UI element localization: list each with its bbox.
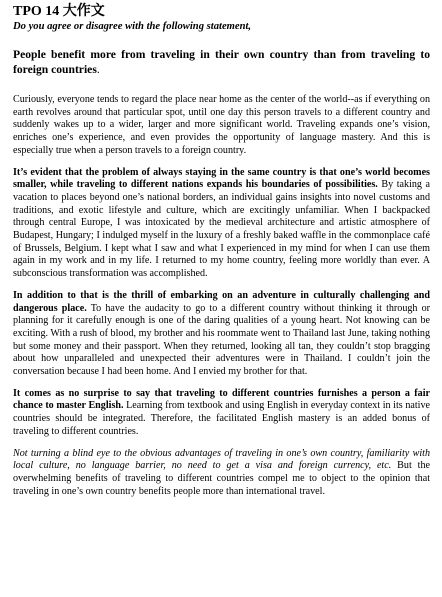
paragraph-body: Curiously, everyone tends to regard the place near home as the center of the world--as if everything on earth revolves around that particular spot, until one day this person travels to a different country and suddenly wakes up to a wider, larger and more significant world. Traveling expands one’s vision, enriches one’s experience, and even provides the opportunity of language mastery. And this is especially true when a person travels to a foreign country. [13, 94, 430, 156]
essay-statement [13, 47, 430, 77]
topic-sentence: It’s evident that the problem of always staying in the same country is that one’s world becomes smaller, while traveling to different nations expands his boundaries of possibilities. [13, 166, 430, 191]
paragraph-point-3 [13, 388, 430, 439]
paragraph-body: By taking a vacation to places beyond one’s national borders, an individual gains insights into novel customs and traditions, and exotic lifestyle and culture, which are excitingly unfamiliar. When I backpacked through central Europe, I was intoxicated by the medieval architecture and artistic atmosphere of Budapest, Hungary; I indulged myself in the luxury of a freshly baked waffle in the commonplace café of Brussels, Belgium. I kept what I saw and what I experienced in my mind for when I can use them again in my work and in my life. I returned to my home country, feeling more worldly than ever. A subconscious transformation was accomplished. [13, 179, 430, 280]
paragraph-body: Learning from textbook and using English in everyday context in its native countries should be integrated. Therefore, the facilitated English mastery is an added bonus of traveling to different countries. [13, 400, 430, 437]
concession-sentence: Not turning a blind eye to the obvious advantages of traveling in one’s own country, familiarity with local culture, no language barrier, no need to get a visa and foreign currency, etc. [13, 447, 430, 472]
paragraph-body: But the overwhelming benefits of traveling to different countries compel me to object to the opinion that traveling in one’s own country benefits people more than international travel. [13, 460, 430, 497]
statement-period: . [96, 63, 100, 76]
paragraph-point-1 [13, 167, 430, 281]
topic-sentence: It comes as no surprise to say that traveling to different countries furnishes a person a fair chance to master English. [13, 387, 430, 412]
page-title: TPO 14 大作文 [13, 4, 105, 19]
paragraph-body: To have the audacity to go to a different country without thinking it through or planning for it carefully enough is one of the daring qualities of a young heart. Not knowing can be exciting. With a rush of blood, my brother and his roommate went to Thailand last June, taking nothing but some money and their passport. When they returned, looking all tan, they couldn’t stop bragging about how unparalleled and unexpected their adventures were in Thailand. I couldn’t join the conversation because I had been home. And I envied my brother for that. [13, 302, 430, 378]
topic-sentence: In addition to that is the thrill of embarking on an adventure in culturally challenging and dangerous place. [13, 289, 430, 314]
statement-text: People benefit more from traveling in their own country than from traveling to foreign countries [13, 48, 430, 76]
paragraph-conclusion [13, 448, 430, 499]
prompt-instruction: Do you agree or disagree with the following statement, [13, 21, 252, 32]
paragraph-intro [13, 94, 430, 158]
paragraph-point-2 [13, 290, 430, 379]
